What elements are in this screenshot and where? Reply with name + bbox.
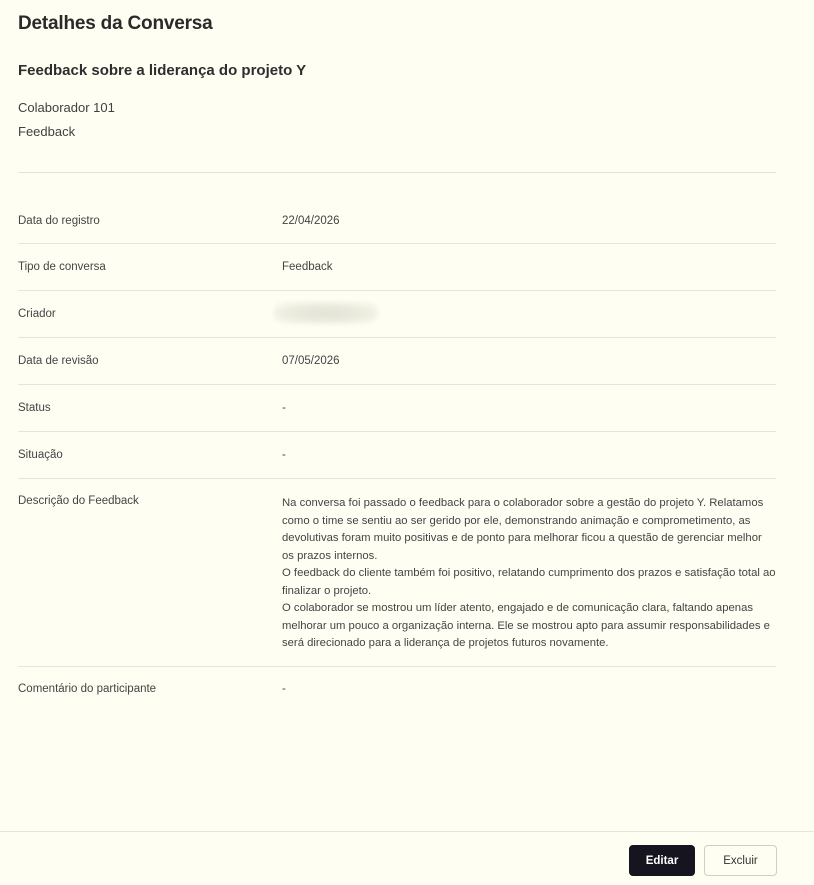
details-list [18, 198, 776, 717]
feedback-description-text: Na conversa foi passado o feedback para o colaborador sobre a gestão do projeto Y. Relatamos como o time se sentiu ao ser gerido por ele, demonstrando animação e comprometimento, as devolutivas foram muito positivas e de ponto para melhorar ficou a questão de gerenciar melhor os prazos internos. O feedback do cliente também foi positivo, relatando cumprimento dos prazos e satisfação total ao finalizar o projeto. O colaborador se mostrou um líder atento, engajado e de comunicação clara, faltando apenas melhorar um pouco a organização interna. Ele se mostrou apto para assumir responsabilidades e será direcionado para a liderança de projetos futuros novamente. [282, 497, 776, 649]
detail-label: Comentário do participante [18, 683, 157, 695]
detail-value: - [282, 449, 286, 461]
page-title: Detalhes da Conversa [18, 13, 213, 34]
detail-label: Data do registro [18, 214, 100, 227]
detail-value: 07/05/2026 [282, 355, 340, 367]
detail-value: Feedback [282, 261, 333, 273]
detail-label: Situação [18, 449, 63, 461]
detail-value [282, 302, 776, 327]
detail-label: Tipo de conversa [18, 261, 106, 273]
detail-row-participant-comment [18, 667, 776, 717]
detail-row-review-date [18, 338, 776, 385]
footer-divider [0, 831, 814, 832]
detail-row-feedback-description [18, 479, 776, 667]
creator-name-redacted [274, 302, 378, 324]
header-divider [18, 172, 776, 173]
detail-label: Data de revisão [18, 355, 99, 367]
detail-label: Descrição do Feedback [18, 495, 139, 507]
detail-value: - [282, 402, 286, 414]
detail-label: Criador [18, 308, 56, 320]
detail-row-creator [18, 291, 776, 338]
detail-row-situation [18, 432, 776, 479]
edit-button[interactable]: Editar [629, 845, 695, 876]
collaborator-name: Colaborador 101 [18, 100, 115, 115]
detail-label: Status [18, 402, 51, 414]
detail-row-conversation-type [18, 244, 776, 291]
conversation-type-line: Feedback [18, 124, 76, 139]
detail-row-status [18, 385, 776, 432]
detail-value: - [282, 683, 286, 695]
detail-value: 22/04/2026 [282, 214, 340, 227]
conversation-subject: Feedback sobre a liderança do projeto Y [18, 62, 307, 79]
delete-button[interactable]: Excluir [704, 845, 777, 876]
detail-row-registration-date [18, 198, 776, 244]
